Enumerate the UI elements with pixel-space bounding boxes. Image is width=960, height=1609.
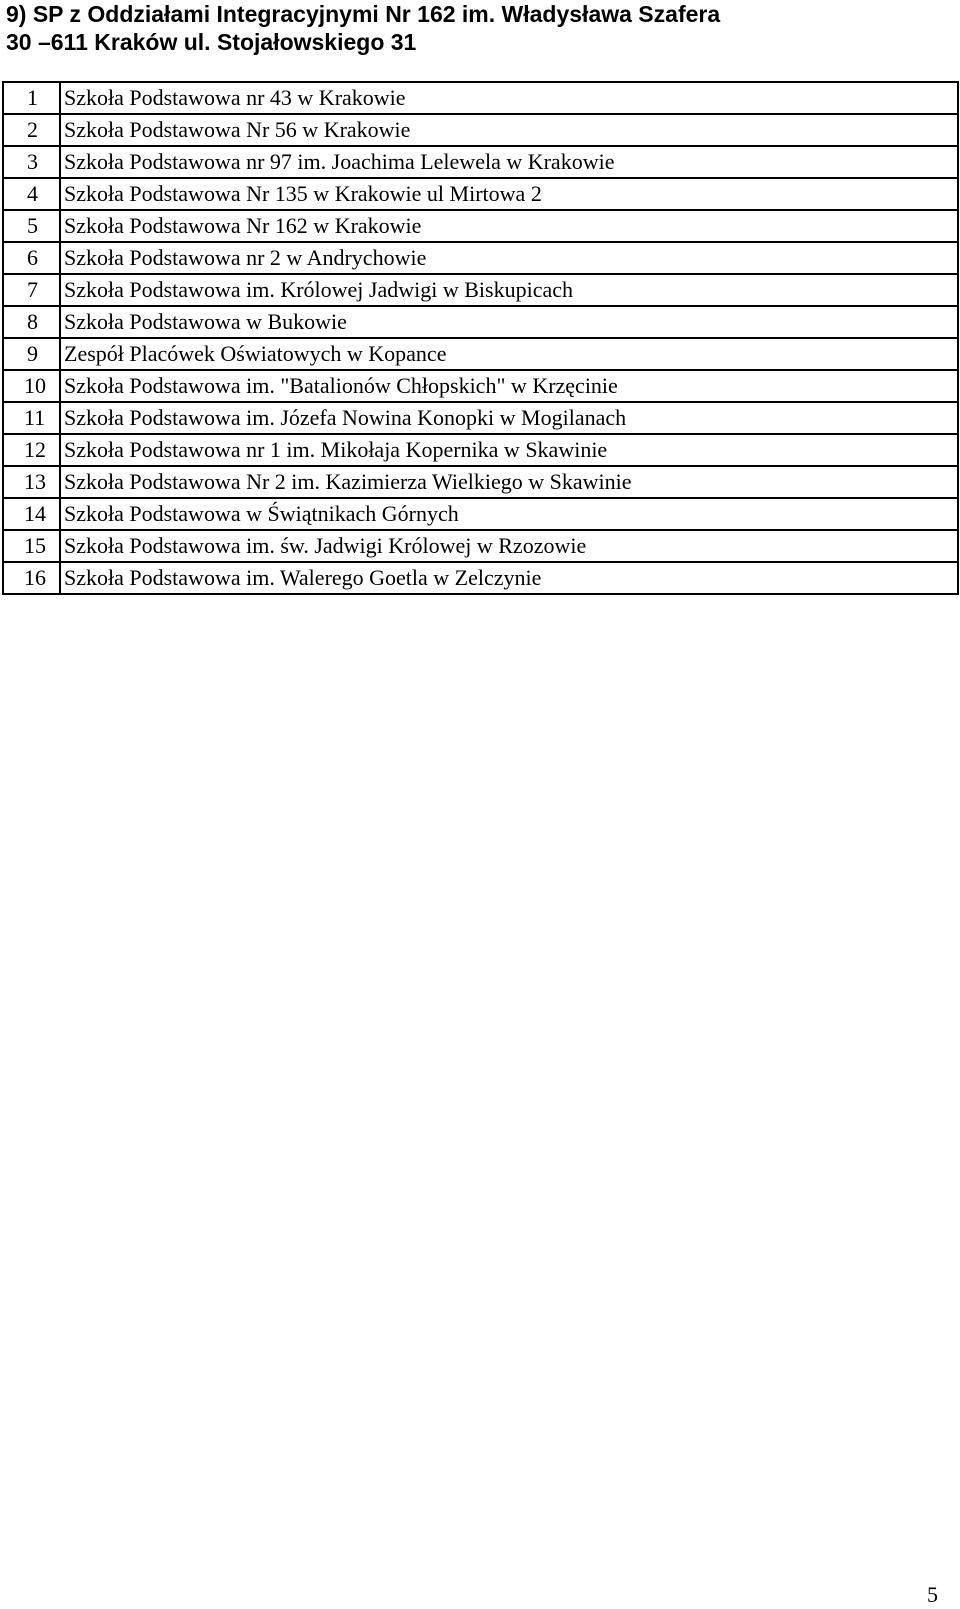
school-name: Szkoła Podstawowa Nr 162 w Krakowie: [60, 210, 958, 242]
heading-address: 30 –611 Kraków ul. Stojałowskiego 31: [6, 29, 417, 55]
table-row: [3, 114, 958, 146]
school-name: Szkoła Podstawowa im. Królowej Jadwigi w Biskupicach: [60, 274, 958, 306]
row-number: 15: [3, 530, 60, 562]
row-number: 10: [3, 370, 60, 402]
table-row: [3, 146, 958, 178]
school-name: Szkoła Podstawowa Nr 2 im. Kazimierza Wielkiego w Skawinie: [60, 466, 958, 498]
school-name: Szkoła Podstawowa im. św. Jadwigi Królowej w Rzozowie: [60, 530, 958, 562]
page-number: 5: [927, 1582, 938, 1607]
table-row: [3, 338, 958, 370]
row-number: 4: [3, 178, 60, 210]
row-number: 9: [3, 338, 60, 370]
row-number: 13: [3, 466, 60, 498]
row-number: 16: [3, 562, 60, 594]
row-number: 6: [3, 242, 60, 274]
school-name: Szkoła Podstawowa nr 2 w Andrychowie: [60, 242, 958, 274]
heading-school-name: 9) SP z Oddziałami Integracyjnymi Nr 162 im. Władysława Szafera: [6, 1, 721, 27]
table-row: [3, 82, 958, 114]
table-row: [3, 370, 958, 402]
row-number: 5: [3, 210, 60, 242]
schools-table: [2, 81, 959, 595]
school-name: Szkoła Podstawowa Nr 56 w Krakowie: [60, 114, 958, 146]
school-name: Szkoła Podstawowa nr 43 w Krakowie: [60, 82, 958, 114]
school-name: Szkoła Podstawowa nr 97 im. Joachima Lelewela w Krakowie: [60, 146, 958, 178]
table-row: [3, 274, 958, 306]
table-row: [3, 498, 958, 530]
table-row: [3, 178, 958, 210]
school-name: Szkoła Podstawowa im. "Batalionów Chłopskich" w Krzęcinie: [60, 370, 958, 402]
table-row: [3, 242, 958, 274]
school-name: Szkoła Podstawowa w Świątnikach Górnych: [60, 498, 958, 530]
row-number: 2: [3, 114, 60, 146]
row-number: 12: [3, 434, 60, 466]
row-number: 3: [3, 146, 60, 178]
row-number: 11: [3, 402, 60, 434]
table-row: [3, 530, 958, 562]
table-row: [3, 562, 958, 594]
table-row: [3, 306, 958, 338]
table-row: [3, 210, 958, 242]
school-name: Szkoła Podstawowa Nr 135 w Krakowie ul Mirtowa 2: [60, 178, 958, 210]
row-number: 7: [3, 274, 60, 306]
row-number: 8: [3, 306, 60, 338]
school-name: Szkoła Podstawowa im. Józefa Nowina Konopki w Mogilanach: [60, 402, 958, 434]
row-number: 1: [3, 82, 60, 114]
school-name: Szkoła Podstawowa w Bukowie: [60, 306, 958, 338]
school-name: Szkoła Podstawowa im. Walerego Goetla w Zelczynie: [60, 562, 958, 594]
school-name: Zespół Placówek Oświatowych w Kopance: [60, 338, 958, 370]
table-row: [3, 434, 958, 466]
table-row: [3, 466, 958, 498]
page-heading: [6, 0, 720, 56]
schools-table-body: [3, 82, 958, 594]
row-number: 14: [3, 498, 60, 530]
school-name: Szkoła Podstawowa nr 1 im. Mikołaja Kopernika w Skawinie: [60, 434, 958, 466]
table-row: [3, 402, 958, 434]
